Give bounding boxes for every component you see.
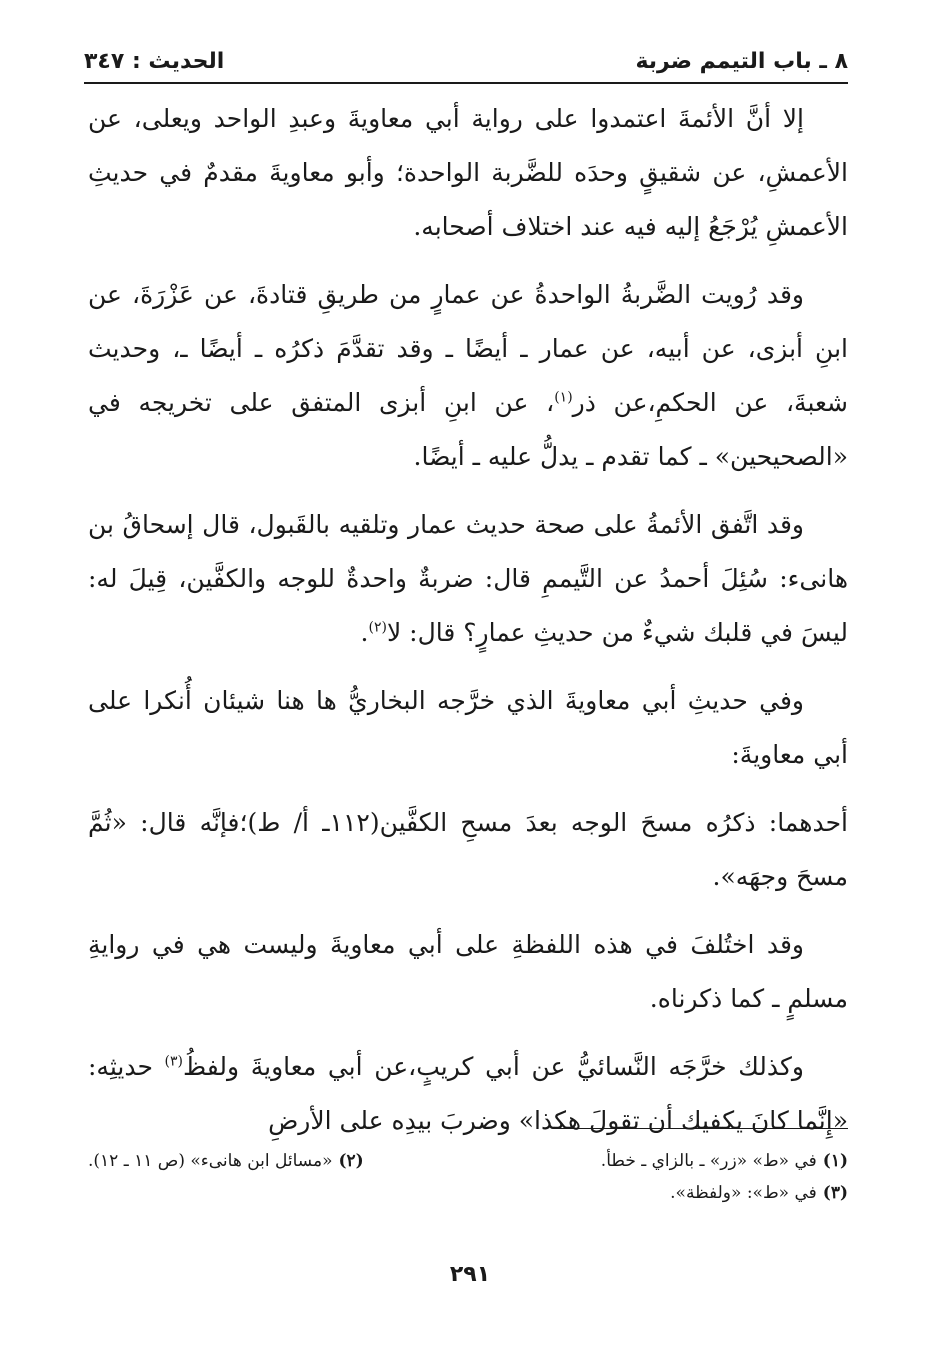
footnote-ref-3: (٣) bbox=[164, 1053, 184, 1070]
footnote-1-text: في «ط» «زر» ـ بالزاي ـ خطأ. bbox=[600, 1151, 817, 1171]
paragraph-2-text-b: ، عن ابنِ أبزى المتفق على تخريجه في «الصحيحين» ـ كما تقدم ـ يدلُّ عليه ـ أيضًا. bbox=[88, 388, 848, 471]
page-number: ٢٩١ bbox=[449, 1262, 491, 1287]
footnote-3 bbox=[670, 1177, 848, 1209]
running-header bbox=[84, 44, 848, 78]
paragraph-1: إلا أنَّ الأئمةَ اعتمدوا على رواية أبي معاويةَ وعبدِ الواحد ويعلى، عن الأعمشِ، عن شقيقٍ وحدَه للضَّربة الواحدة؛ وأبو معاويةَ مقدمٌ في حديثِ الأعمشِ يُرْجَعُ إليه فيه عند اختلاف أصحابه. bbox=[88, 104, 848, 241]
footnote-2-text: «مسائل ابن هانىء» (ص ١١ ـ ١٢). bbox=[88, 1151, 333, 1171]
paragraph-2 bbox=[88, 268, 848, 484]
paragraph-2-text-a: وقد رُويت الضَّربةُ الواحدةُ عن عمارٍ من طريقِ قتادةَ، عن عَزْرَةَ، عن ابنِ أبزى، عن أبيه، عن عمار ـ أيضًا ـ وقد تقدَّمَ ذكرُه ـ أيضًا ـ، وحديث شعبةَ، عن الحكمِ،عن ذر bbox=[88, 280, 849, 417]
footnote-1 bbox=[601, 1145, 848, 1177]
paragraph-4: وفي حديثِ أبي معاويةَ الذي خرَّجه البخاريُّ ها هنا شيئان أُنكرا على أبي معاويةَ: bbox=[88, 686, 848, 769]
footnote-ref-1: (١) bbox=[554, 389, 573, 406]
paragraph-6: وقد اختُلفَ في هذه اللفظةِ على أبي معاويةَ وليست هي في روايةِ مسلمٍ ـ كما ذكرناه. bbox=[88, 930, 848, 1013]
footnote-row-2 bbox=[88, 1177, 848, 1209]
paragraph-7-text-b: حديثِه: «إِنَّما كانَ يكفيك أن تقولَ هكذا» وضربَ بيدِه على الأرضِ bbox=[88, 1052, 848, 1135]
footnote-3-text: في «ط»: «ولفظة». bbox=[670, 1183, 817, 1203]
paragraph-3 bbox=[88, 498, 848, 660]
paragraph-7-text-a: وكذلك خرَّجَه النَّسائيُّ عن أبي كريبٍ،عن أبي معاويةَ ولفظُ bbox=[183, 1052, 804, 1081]
footnote-2-number: (٢) bbox=[338, 1151, 364, 1171]
paragraph-3-text-a: وقد اتَّفق الأئمةُ على صحة حديث عمار وتلقيه بالقَبول، قال إسحاقُ بن هانىء: سُئِلَ أحمدُ عن التَّيممِ قال: ضربةٌ واحدةٌ للوجه والكفَّين، قِيلَ له: ليسَ في قلبك شيءٌ من حديثِ عمارٍ؟ قال: لا bbox=[88, 510, 848, 647]
hadith-number: الحديث : ٣٤٧ bbox=[84, 48, 225, 74]
paragraph-7 bbox=[88, 1040, 848, 1148]
footnote-row-1 bbox=[88, 1145, 848, 1177]
main-text bbox=[88, 92, 848, 1162]
chapter-title: ٨ ـ باب التيمم ضربة bbox=[635, 48, 848, 74]
footnote-3-number: (٣) bbox=[822, 1183, 848, 1203]
paragraph-3-text-b: . bbox=[360, 618, 369, 647]
footnote-rule bbox=[558, 1128, 848, 1129]
paragraph-5: أحدهما: ذكرُه مسحَ الوجه بعدَ مسحِ الكفَّين(١١٢ـ أ/ ط)؛فإنَّه قال: «ثُمَّ مسحَ وجهَه». bbox=[88, 808, 848, 891]
footnotes bbox=[88, 1145, 848, 1209]
footnote-ref-2: (٢) bbox=[368, 619, 387, 636]
footnote-1-number: (١) bbox=[822, 1151, 848, 1171]
footnote-2 bbox=[88, 1145, 364, 1177]
header-rule bbox=[84, 82, 848, 84]
